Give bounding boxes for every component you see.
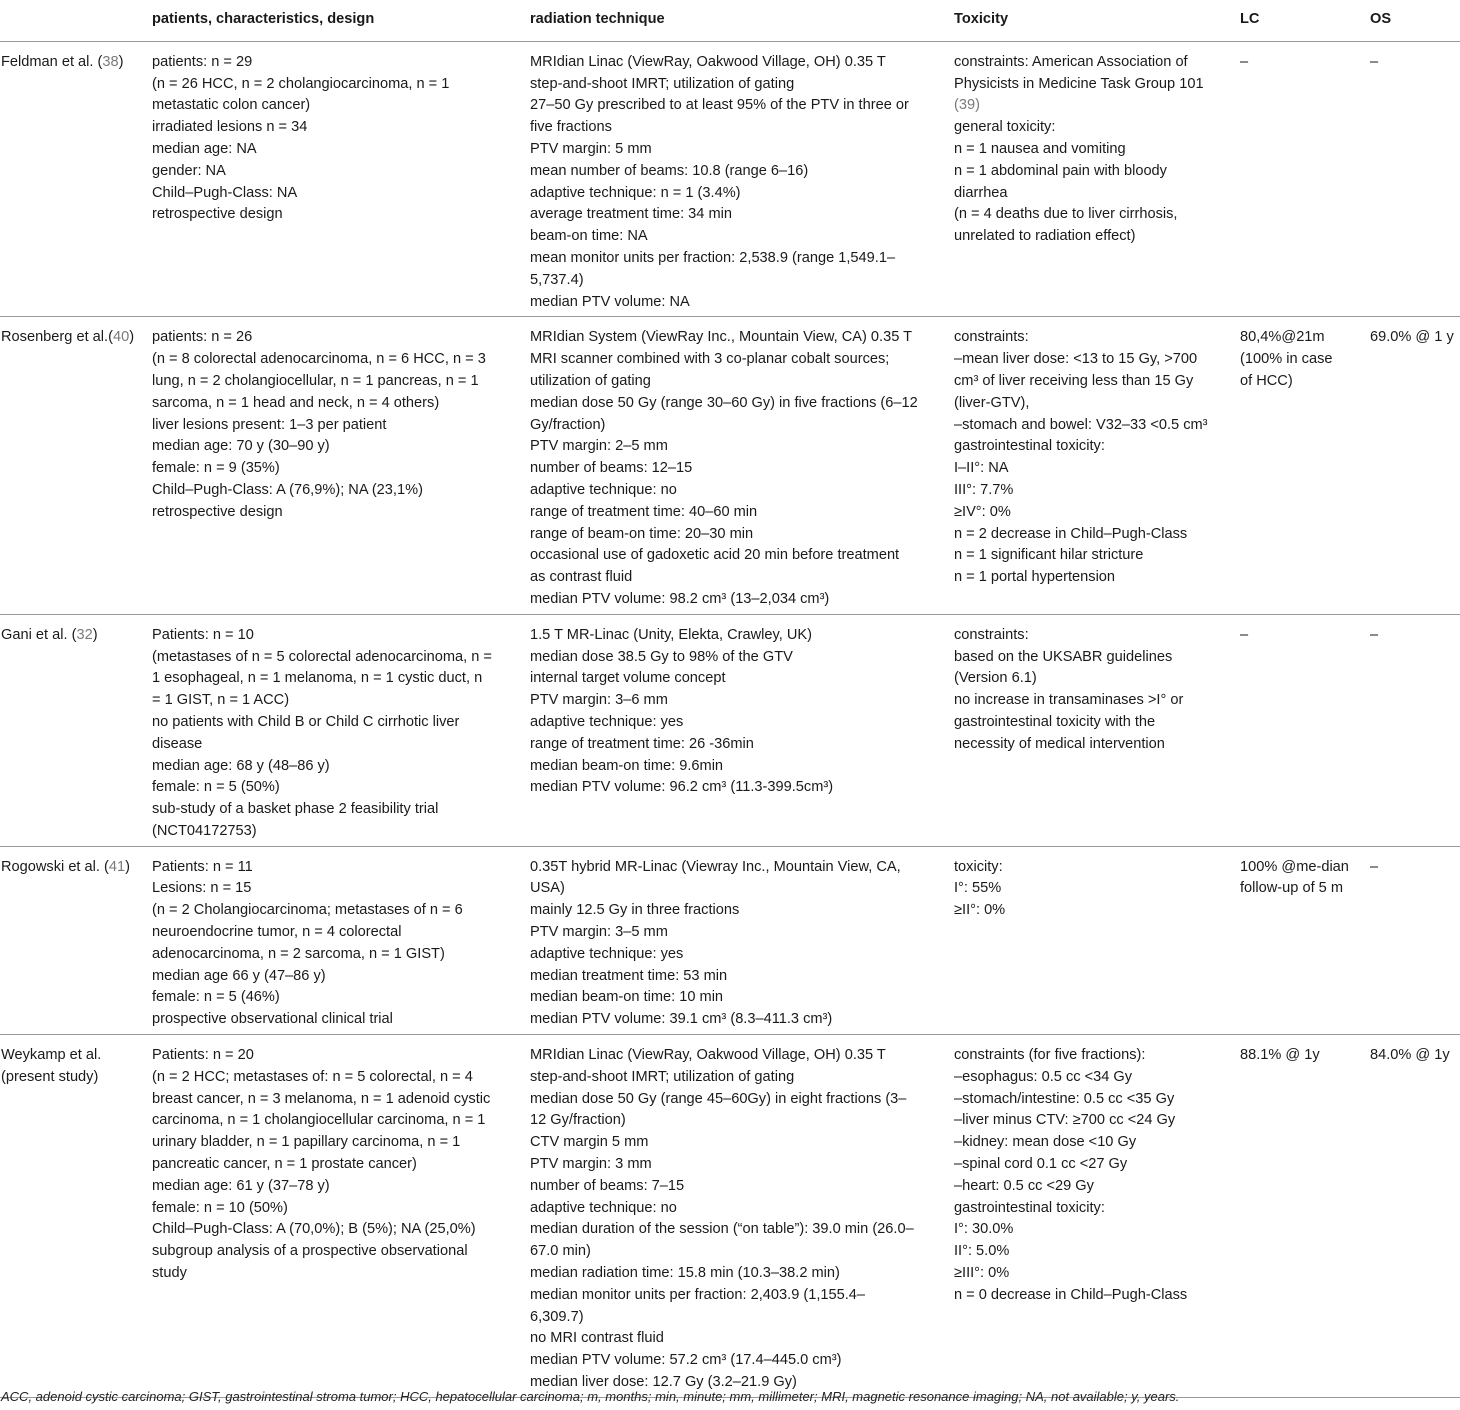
reference-link[interactable]: (39) [954,97,980,114]
study-cell: Feldman et al. (38) [0,41,150,317]
technique-cell-line: adaptive technique: no [530,481,677,498]
technique-cell [528,846,952,1034]
patients-cell-line: no patients with Child B or Child C cirrhotic liver [152,713,460,730]
technique-cell-line: 67.0 min) [530,1243,591,1260]
table-row [0,614,1460,846]
study-name: Rogowski et al. [1,858,105,875]
patients-cell [150,1035,528,1398]
technique-cell-line: mean monitor units per fraction: 2,538.9 (range 1,549.1– [530,249,896,266]
lc-cell-line: follow-up of 5 m [1240,880,1344,897]
lc-cell-line: 100% @me-dian [1240,858,1349,875]
study-name: Feldman et al. [1,53,98,70]
technique-cell-line: 5,737.4) [530,271,584,288]
toxicity-cell-line: –esophagus: 0.5 cc <34 Gy [954,1068,1133,1085]
lc-cell-line: of HCC) [1240,372,1293,389]
technique-cell-line: 27–50 Gy prescribed to at least 95% of the PTV in three or [530,97,909,114]
lc-cell [1238,1035,1368,1398]
technique-cell-line: median PTV volume: 39.1 cm³ (8.3–411.3 cm³) [530,1011,833,1028]
toxicity-cell-line: I°: 30.0% [954,1221,1014,1238]
toxicity-cell-line: –stomach/intestine: 0.5 cc <35 Gy [954,1090,1175,1107]
table-row [0,41,1460,317]
patients-cell-line: patients: n = 29 [152,53,253,70]
patients-cell-line: patients: n = 26 [152,329,253,346]
toxicity-cell-line: n = 2 decrease in Child–Pugh-Class [954,525,1188,542]
toxicity-cell-line: ≥II°: 0% [954,902,1006,919]
patients-cell-line: study [152,1265,187,1282]
patients-cell-line: pancreatic cancer, n = 1 prostate cancer) [152,1156,417,1173]
toxicity-cell-line: constraints: [954,626,1029,643]
technique-cell-line: range of beam-on time: 20–30 min [530,525,754,542]
toxicity-cell-line: n = 0 decrease in Child–Pugh-Class [954,1286,1188,1303]
patients-cell-line: (n = 2 HCC; metastases of: n = 5 colorectal, n = 4 [152,1068,473,1085]
technique-cell-line: median liver dose: 12.7 Gy (3.2–21.9 Gy) [530,1374,797,1391]
technique-cell [528,1035,952,1398]
technique-cell-line: adaptive technique: yes [530,945,684,962]
os-cell [1368,317,1460,614]
toxicity-cell-line: n = 1 significant hilar stricture [954,547,1144,564]
patients-cell-line: Patients: n = 10 [152,626,254,643]
toxicity-cell-line: ≥IV°: 0% [954,503,1011,520]
toxicity-cell-line: gastrointestinal toxicity: [954,438,1105,455]
technique-cell-line: number of beams: 12–15 [530,460,693,477]
toxicity-cell [952,846,1238,1034]
patients-cell-line: sub-study of a basket phase 2 feasibility trial [152,801,439,818]
technique-cell-line: as contrast fluid [530,569,633,586]
technique-cell-line: 12 Gy/fraction) [530,1112,626,1129]
patients-cell-line: neuroendocrine tumor, n = 4 colorectal [152,924,402,941]
toxicity-cell-line: n = 1 nausea and vomiting [954,140,1126,157]
technique-cell-line: beam-on time: NA [530,228,648,245]
toxicity-cell-line: necessity of medical intervention [954,735,1165,752]
patients-cell-line: female: n = 5 (46%) [152,989,280,1006]
study-cell: Rogowski et al. (41) [0,846,150,1034]
toxicity-cell-line: (n = 4 deaths due to liver cirrhosis, [954,206,1178,223]
toxicity-cell [952,1035,1238,1398]
study-cell [0,1035,150,1398]
technique-cell-line: USA) [530,880,565,897]
technique-cell-line: MRIdian Linac (ViewRay, Oakwood Village, OH) 0.35 T [530,1047,886,1064]
os-cell [1368,1035,1460,1398]
toxicity-cell [952,41,1238,317]
patients-cell-line: female: n = 10 (50%) [152,1199,288,1216]
study-cell: Rosenberg et al.(40) [0,317,150,614]
os-cell-line: 69.0% @ 1 y [1370,329,1454,346]
technique-cell-line: five fractions [530,119,612,136]
patients-cell-line: Lesions: n = 15 [152,880,252,897]
technique-cell-line: median PTV volume: 57.2 cm³ (17.4–445.0 cm³) [530,1352,842,1369]
lc-cell [1238,41,1368,317]
patients-cell-line: metastatic colon cancer) [152,97,311,114]
technique-cell-line: number of beams: 7–15 [530,1177,685,1194]
technique-cell-line: adaptive technique: yes [530,713,684,730]
toxicity-cell-line: –mean liver dose: <13 to 15 Gy, >700 [954,351,1198,368]
lc-cell-line: – [1240,626,1249,643]
toxicity-cell-line: II°: 5.0% [954,1243,1010,1260]
toxicity-cell-line: Physicists in Medicine Task Group 101 [954,75,1204,92]
header-patients: patients, characteristics, design [150,0,528,41]
technique-cell-line: mean number of beams: 10.8 (range 6–16) [530,162,809,179]
reference-link[interactable]: 41 [108,858,126,875]
toxicity-cell-line: ≥III°: 0% [954,1265,1010,1282]
technique-cell-line: PTV margin: 3 mm [530,1156,652,1173]
technique-cell-line: MRIdian Linac (ViewRay, Oakwood Village, OH) 0.35 T [530,53,886,70]
patients-cell-line: (n = 8 colorectal adenocarcinoma, n = 6 HCC, n = 3 [152,351,486,368]
toxicity-cell-line: unrelated to radiation effect) [954,228,1136,245]
technique-cell-line: adaptive technique: no [530,1199,677,1216]
technique-cell [528,317,952,614]
patients-cell-line: irradiated lesions n = 34 [152,119,308,136]
os-cell-line: 84.0% @ 1y [1370,1047,1450,1064]
patients-cell-line: gender: NA [152,162,226,179]
technique-cell-line: 6,309.7) [530,1308,584,1325]
technique-cell-line: median beam-on time: 10 min [530,989,724,1006]
technique-cell [528,614,952,846]
patients-cell [150,846,528,1034]
toxicity-cell-line: constraints (for five fractions): [954,1047,1146,1064]
technique-cell-line: range of treatment time: 40–60 min [530,503,758,520]
patients-cell-line: female: n = 9 (35%) [152,460,280,477]
table-row [0,1035,1460,1398]
reference-link[interactable]: 40 [112,329,130,346]
technique-cell-line: average treatment time: 34 min [530,206,732,223]
lc-cell-line: – [1240,53,1249,70]
patients-cell [150,317,528,614]
toxicity-cell-line: –liver minus CTV: ≥700 cc <24 Gy [954,1112,1176,1129]
study-name: Gani et al. [1,626,72,643]
patients-cell-line: median age 66 y (47–86 y) [152,967,326,984]
os-cell [1368,41,1460,317]
study-cell: Gani et al. (32) [0,614,150,846]
header-lc: LC [1238,0,1368,41]
patients-cell-line: disease [152,735,203,752]
patients-cell-line: retrospective design [152,206,283,223]
patients-cell-line: lung, n = 2 cholangiocellular, n = 1 pancreas, n = 1 [152,372,479,389]
os-cell-line: – [1370,53,1379,70]
toxicity-cell-line: constraints: [954,329,1029,346]
technique-cell-line: Gy/fraction) [530,416,606,433]
technique-cell-line: 1.5 T MR-Linac (Unity, Elekta, Crawley, UK) [530,626,812,643]
toxicity-cell-line: gastrointestinal toxicity with the [954,713,1156,730]
toxicity-cell-line: toxicity: [954,858,1003,875]
toxicity-cell-line: gastrointestinal toxicity: [954,1199,1105,1216]
technique-cell-line: PTV margin: 3–5 mm [530,924,668,941]
patients-cell-line: = 1 GIST, n = 1 ACC) [152,692,290,709]
patients-cell-line: (n = 26 HCC, n = 2 cholangiocarcinoma, n = 1 [152,75,450,92]
toxicity-cell-line: constraints: American Association of [954,53,1188,70]
technique-cell-line: median PTV volume: 98.2 cm³ (13–2,034 cm³) [530,590,830,607]
technique-cell-line: occasional use of gadoxetic acid 20 min before treatment [530,547,900,564]
patients-cell-line: carcinoma, n = 1 cholangiocellular carcinoma, n = 1 [152,1112,486,1129]
technique-cell-line: PTV margin: 5 mm [530,140,652,157]
technique-cell-line: PTV margin: 3–6 mm [530,692,668,709]
technique-cell-line: utilization of gating [530,372,651,389]
toxicity-cell-line: (liver-GTV), [954,394,1030,411]
toxicity-cell-line: diarrhea [954,184,1008,201]
technique-cell-line: MRIdian System (ViewRay Inc., Mountain View, CA) 0.35 T [530,329,913,346]
patients-cell-line: Child–Pugh-Class: A (76,9%); NA (23,1%) [152,481,423,498]
toxicity-cell-line: –heart: 0.5 cc <29 Gy [954,1177,1094,1194]
technique-cell-line: mainly 12.5 Gy in three fractions [530,902,740,919]
patients-cell-line: median age: NA [152,140,257,157]
patients-cell-line: adenocarcinoma, n = 2 sarcoma, n = 1 GIST) [152,945,445,962]
toxicity-cell-line: (Version 6.1) [954,670,1037,687]
toxicity-cell-line: III°: 7.7% [954,481,1014,498]
technique-cell-line: 0.35T hybrid MR-Linac (Viewray Inc., Mountain View, CA, [530,858,901,875]
toxicity-cell-line: –stomach and bowel: V32–33 <0.5 cm³ [954,416,1208,433]
patients-cell-line: female: n = 5 (50%) [152,779,280,796]
technique-cell-line: median dose 50 Gy (range 30–60 Gy) in five fractions (6–12 [530,394,918,411]
lc-cell-line: 88.1% @ 1y [1240,1047,1320,1064]
toxicity-cell-line: –kidney: mean dose <10 Gy [954,1134,1137,1151]
technique-cell-line: range of treatment time: 26 -36min [530,735,754,752]
patients-cell-line: (NCT04172753) [152,822,257,839]
header-row [0,0,1460,41]
lc-cell [1238,317,1368,614]
technique-cell-line: CTV margin 5 mm [530,1134,649,1151]
patients-cell-line: liver lesions present: 1–3 per patient [152,416,387,433]
reference-link[interactable]: 32 [76,626,93,643]
patients-cell-line: median age: 68 y (48–86 y) [152,757,330,774]
patients-cell [150,41,528,317]
patients-cell [150,614,528,846]
toxicity-cell-line: based on the UKSABR guidelines [954,648,1173,665]
technique-cell-line: step-and-shoot IMRT; utilization of gating [530,75,795,92]
technique-cell-line: MRI scanner combined with 3 co-planar cobalt sources; [530,351,890,368]
patients-cell-line: (metastases of n = 5 colorectal adenocarcinoma, n = [152,648,492,665]
toxicity-cell-line: cm³ of liver receiving less than 15 Gy [954,372,1194,389]
technique-cell-line: internal target volume concept [530,670,726,687]
patients-cell-line: Patients: n = 11 [152,858,253,875]
technique-cell-line: PTV margin: 2–5 mm [530,438,668,455]
technique-cell-line: median monitor units per fraction: 2,403.9 (1,155.4– [530,1286,866,1303]
study-name: Weykamp et al. [1,1047,102,1064]
table-row [0,846,1460,1034]
os-cell-line: – [1370,626,1379,643]
technique-cell-line: step-and-shoot IMRT; utilization of gating [530,1068,795,1085]
toxicity-cell-line: I°: 55% [954,880,1002,897]
toxicity-cell [952,317,1238,614]
technique-cell [528,41,952,317]
technique-cell-line: median dose 38.5 Gy to 98% of the GTV [530,648,793,665]
patients-cell-line: (n = 2 Cholangiocarcinoma; metastases of n = 6 [152,902,463,919]
patients-cell-line: median age: 61 y (37–78 y) [152,1177,330,1194]
lc-cell-line: 80,4%@21m [1240,329,1325,346]
patients-cell-line: prospective observational clinical trial [152,1011,393,1028]
os-cell-line: – [1370,858,1379,875]
toxicity-cell-line: general toxicity: [954,119,1056,136]
patients-cell-line: 1 esophageal, n = 1 melanoma, n = 1 cystic duct, n [152,670,483,687]
toxicity-cell-line: n = 1 portal hypertension [954,569,1116,586]
header-technique: radiation technique [528,0,952,41]
patients-cell-line: subgroup analysis of a prospective observational [152,1243,468,1260]
table-row [0,317,1460,614]
toxicity-cell-line: –spinal cord 0.1 cc <27 Gy [954,1156,1128,1173]
toxicity-cell [952,614,1238,846]
patients-cell-line: median age: 70 y (30–90 y) [152,438,330,455]
patients-cell-line: retrospective design [152,503,283,520]
header-toxicity: Toxicity [952,0,1238,41]
toxicity-cell-line: n = 1 abdominal pain with bloody [954,162,1167,179]
technique-cell-line: median duration of the session (“on table”): 39.0 min (26.0– [530,1221,914,1238]
lc-cell [1238,614,1368,846]
patients-cell-line: Child–Pugh-Class: A (70,0%); B (5%); NA (25,0%) [152,1221,476,1238]
header-study [0,0,150,41]
technique-cell-line: median treatment time: 53 min [530,967,728,984]
technique-cell-line: adaptive technique: n = 1 (3.4%) [530,184,741,201]
technique-cell-line: no MRI contrast fluid [530,1330,664,1347]
lc-cell [1238,846,1368,1034]
toxicity-cell-line: I–II°: NA [954,460,1009,477]
reference-link[interactable]: 38 [102,53,119,70]
technique-cell-line: median dose 50 Gy (range 45–60Gy) in eight fractions (3– [530,1090,907,1107]
technique-cell-line: median PTV volume: NA [530,293,690,310]
toxicity-cell-line: no increase in transaminases >I° or [954,692,1184,709]
lc-cell-line: (100% in case [1240,351,1333,368]
patients-cell-line: breast cancer, n = 3 melanoma, n = 1 adenoid cystic [152,1090,491,1107]
patients-cell-line: urinary bladder, n = 1 papillary carcinoma, n = 1 [152,1134,461,1151]
study-name: Rosenberg et al. [1,329,109,346]
patients-cell-line: Child–Pugh-Class: NA [152,184,298,201]
table-footnote: ACC, adenoid cystic carcinoma; GIST, gastrointestinal stroma tumor; HCC, hepatocellular carcinoma; m, months; min, minute; mm, millimeter; MRI, magnetic resonance imaging; NA, not available; y, years. [1,1389,1180,1404]
header-os: OS [1368,0,1460,41]
os-cell [1368,846,1460,1034]
study-name: (present study) [1,1068,99,1085]
technique-cell-line: median beam-on time: 9.6min [530,757,724,774]
patients-cell-line: sarcoma, n = 1 head and neck, n = 4 others) [152,394,440,411]
os-cell [1368,614,1460,846]
technique-cell-line: median radiation time: 15.8 min (10.3–38.2 min) [530,1265,840,1282]
patients-cell-line: Patients: n = 20 [152,1047,254,1064]
technique-cell-line: median PTV volume: 96.2 cm³ (11.3-399.5cm³) [530,779,834,796]
